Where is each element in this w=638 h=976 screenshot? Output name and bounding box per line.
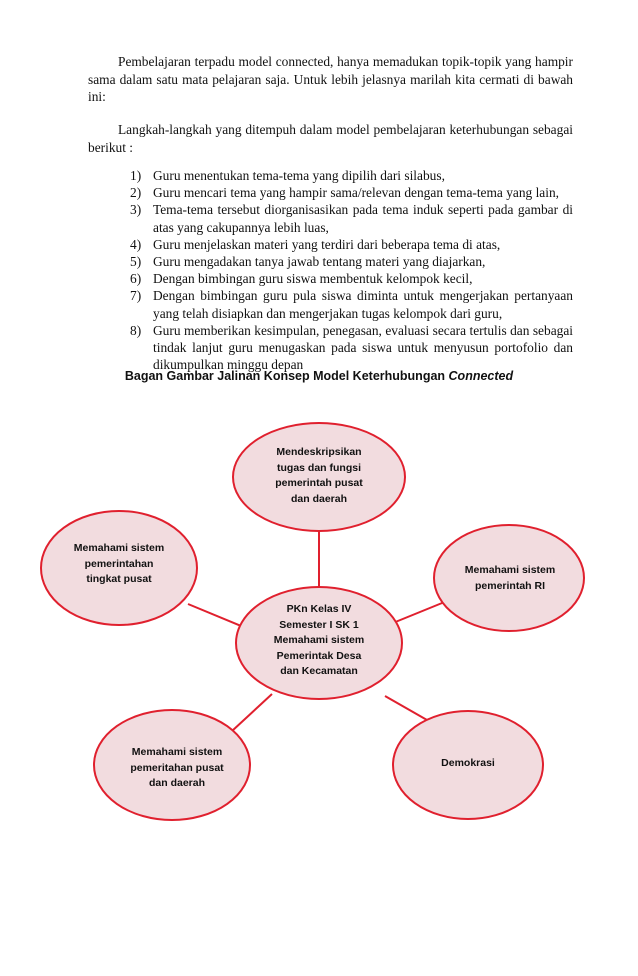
list-item: 7) Dengan bimbingan guru pula siswa diminta untuk mengerjakan pertanyaan yang telah disiapkan dan mengerjakan tugas kelompok dari guru, [130, 288, 573, 321]
steps-intro-paragraph: Langkah-langkah yang ditempuh dalam model pembelajaran keterhubungan sebagai berikut : [88, 122, 573, 155]
list-item: 6) Dengan bimbingan guru siswa membentuk kelompok kecil, [130, 271, 473, 287]
connector-bottom-left [232, 694, 272, 731]
connector-bottom-right [385, 696, 427, 720]
node-right-label: Memahami sistem pemerintah RI [464, 564, 556, 592]
list-item: 3) Tema-tema tersebut diorganisasikan pada tema induk seperti pada gambar di atas yang cakupannya lebih luas, [130, 202, 573, 235]
list-item: 1) Guru menentukan tema-tema yang dipilih dari silabus, [130, 168, 445, 183]
node-center-label: PKn Kelas IV Semester I SK 1 Memahami sistem Pemerintak Desa dan Kecamatan [273, 603, 365, 677]
list-item: 5) Guru mengadakan tanya jawab tentang materi yang diajarkan, [130, 254, 486, 270]
list-item: 4) Guru menjelaskan materi yang terdiri dari beberapa tema di atas, [130, 236, 501, 252]
diagram-caption: Bagan Gambar Jalinan Konsep Model Keterhubungan Connected [124, 369, 514, 383]
node-left-label: Memahami sistem pemerintahan tingkat pusat [73, 542, 165, 585]
list-item: 2) Guru mencari tema yang hampir sama/relevan dengan tema-tema yang lain, [130, 185, 560, 201]
node-top-label: Mendeskripsikan tugas dan fungsi pemerintah pusat dan daerah [275, 446, 363, 505]
node-bottom-right-label: Demokrasi [441, 757, 495, 769]
intro-paragraph: Pembelajaran terpadu model connected, hanya memadukan topik-topik yang hampir sama dalam satu mata pelajaran saja. Untuk lebih jelasnya marilah kita cermati di bawah ini: [88, 54, 573, 104]
list-item: 8) Guru memberikan kesimpulan, penegasan, evaluasi secara tertulis dan sebagai tindak lanjut guru menugaskan pada siswa untuk menyusun portofolio dan dikumpulkan minggu depan [130, 322, 573, 373]
connector-right [388, 601, 447, 625]
node-bottom-left-label: Memahami sistem pemeritahan pusat dan daerah [130, 746, 224, 789]
